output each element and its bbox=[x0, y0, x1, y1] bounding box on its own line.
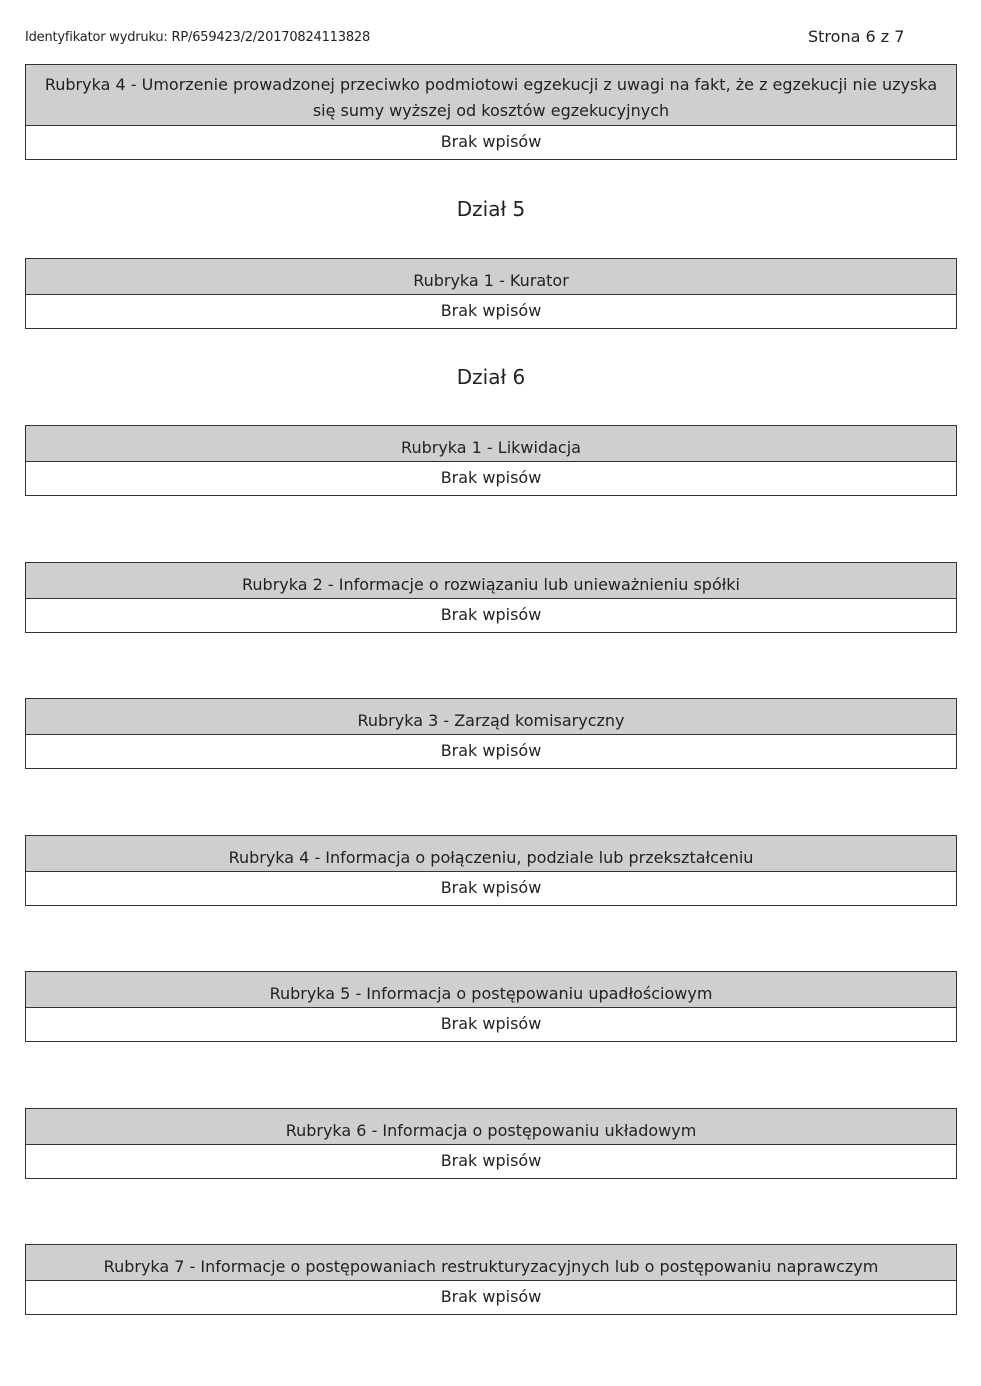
rubric-title: Rubryka 4 - Umorzenie prowadzonej przeciwko podmiotowi egzekucji z uwagi na fakt, że z egzekucji nie uzyska się sumy wyższej od kosztów egzekucyjnych bbox=[26, 65, 956, 126]
rubric-title: Rubryka 2 - Informacje o rozwiązaniu lub unieważnieniu spółki bbox=[26, 563, 956, 599]
section-title: Dział 6 bbox=[456, 365, 526, 389]
rubric-content: Brak wpisów bbox=[440, 1014, 542, 1033]
rubric-title: Rubryka 7 - Informacje o postępowaniach restrukturyzacyjnych lub o postępowaniu naprawczym bbox=[26, 1245, 956, 1281]
rubric-box bbox=[25, 1244, 957, 1315]
page-number: Strona 6 z 7 bbox=[808, 27, 905, 46]
rubric-content: Brak wpisów bbox=[440, 1151, 542, 1170]
rubric-box bbox=[25, 835, 957, 906]
rubric-title: Rubryka 5 - Informacja o postępowaniu upadłościowym bbox=[26, 972, 956, 1008]
rubric-box bbox=[25, 562, 957, 633]
rubric-content: Brak wpisów bbox=[440, 878, 542, 897]
rubric-box bbox=[25, 971, 957, 1042]
rubric-box bbox=[25, 1108, 957, 1179]
rubric-content: Brak wpisów bbox=[440, 132, 542, 151]
rubric-title: Rubryka 3 - Zarząd komisaryczny bbox=[26, 699, 956, 735]
print-identifier: Identyfikator wydruku: RP/659423/2/20170824113828 bbox=[25, 30, 371, 45]
rubric-title: Rubryka 4 - Informacja o połączeniu, podziale lub przekształceniu bbox=[26, 836, 956, 872]
section-title: Dział 5 bbox=[456, 197, 526, 221]
rubric-box bbox=[25, 64, 957, 160]
rubric-content: Brak wpisów bbox=[440, 741, 542, 760]
rubric-title: Rubryka 6 - Informacja o postępowaniu układowym bbox=[26, 1109, 956, 1145]
rubric-box bbox=[25, 258, 957, 329]
rubric-title: Rubryka 1 - Kurator bbox=[26, 259, 956, 295]
rubric-title: Rubryka 1 - Likwidacja bbox=[26, 426, 956, 462]
rubric-content: Brak wpisów bbox=[440, 1287, 542, 1306]
rubric-box bbox=[25, 698, 957, 769]
rubric-content: Brak wpisów bbox=[440, 468, 542, 487]
rubric-box bbox=[25, 425, 957, 496]
rubric-content: Brak wpisów bbox=[440, 605, 542, 624]
rubric-content: Brak wpisów bbox=[440, 301, 542, 320]
